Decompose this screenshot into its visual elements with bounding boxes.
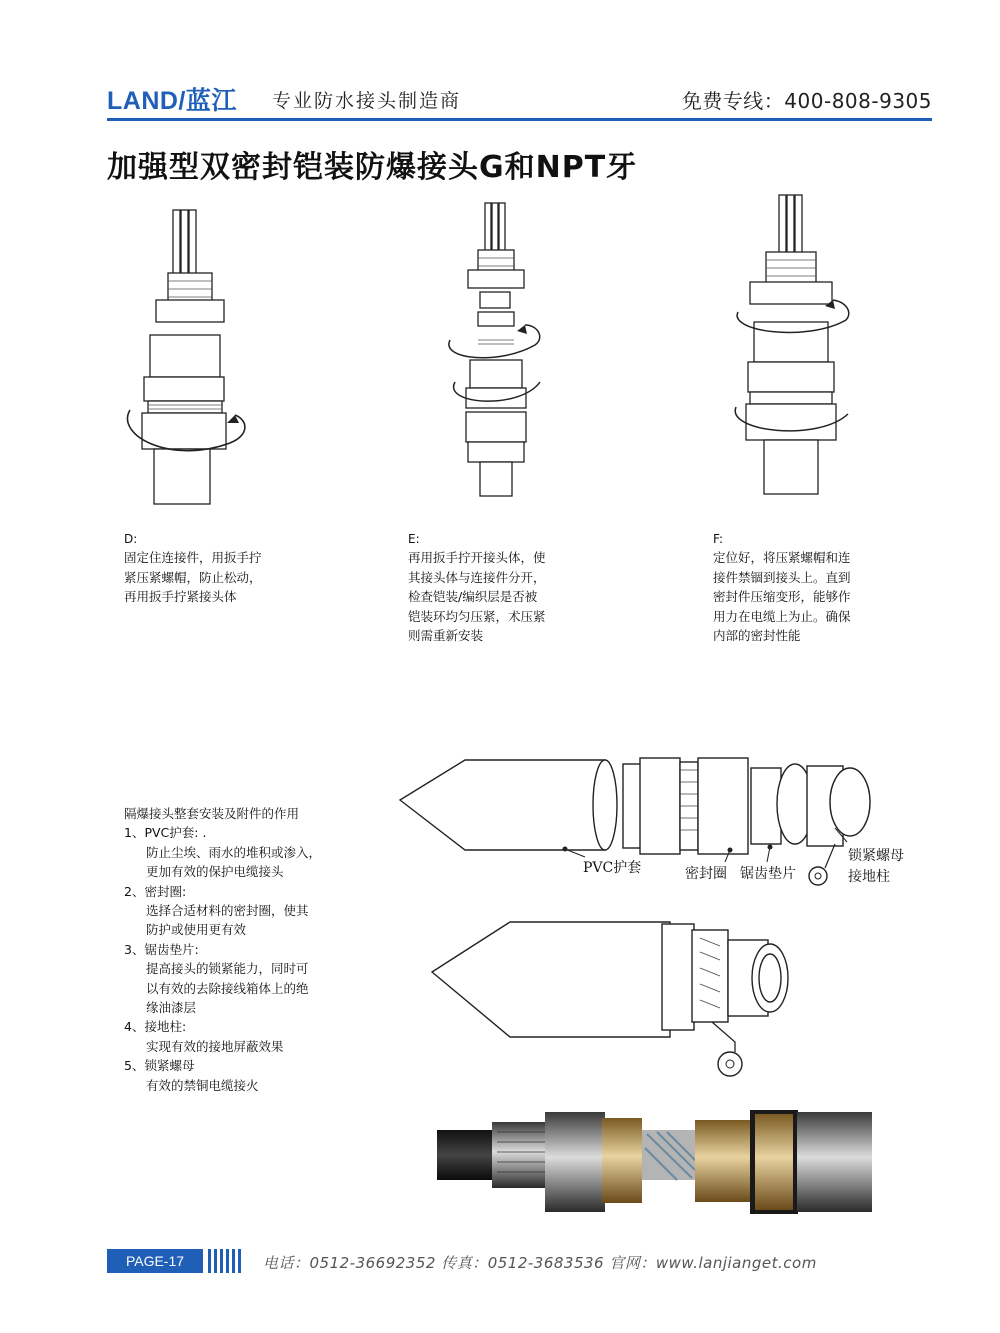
step-d-line: 固定住连接件，用扳手拧 bbox=[124, 550, 262, 565]
step-d-line: 紧压紧螺帽，防止松动， bbox=[124, 569, 262, 585]
callout-washer: 锯齿垫片 bbox=[740, 866, 796, 882]
brand-logo: LAND/蓝江 bbox=[107, 87, 237, 115]
step-e-line: 铠装环均匀压紧，术压紧 bbox=[408, 608, 546, 624]
step-f-line: 定位好，将压紧螺帽和连 bbox=[713, 550, 851, 565]
accessory-desc: 防止尘埃、雨水的堆积或渗入， bbox=[146, 844, 322, 860]
page-number: PAGE-17 bbox=[107, 1249, 203, 1273]
callout-seal: 密封圈 bbox=[685, 866, 727, 882]
accessory-title: 3、锯齿垫片: bbox=[124, 941, 199, 957]
callout-locknut: 锁紧螺母 bbox=[848, 848, 904, 864]
accessories-list bbox=[124, 804, 354, 1095]
accessory-item bbox=[124, 882, 354, 940]
accessory-desc: 更加有效的保护电缆接头 bbox=[146, 864, 284, 880]
step-e-line: 再用扳手拧开接头体，使 bbox=[408, 550, 546, 565]
step-e-text bbox=[408, 548, 598, 646]
step-d-line: 再用扳手拧紧接头体 bbox=[124, 589, 237, 604]
step-f-line: 内部的密封性能 bbox=[713, 628, 801, 643]
step-d-text bbox=[124, 548, 314, 607]
step-f-label: F: bbox=[713, 532, 724, 546]
step-f-line: 接件禁锢到接头上。直到 bbox=[713, 569, 851, 585]
accessory-item bbox=[124, 1017, 354, 1056]
accessory-desc: 选择合适材料的密封圈，使其 bbox=[146, 903, 309, 919]
decorative-bars bbox=[208, 1249, 246, 1273]
accessory-title: 4、接地柱: bbox=[124, 1019, 187, 1035]
accessory-desc: 以有效的去除接线箱体上的绝 bbox=[146, 980, 309, 996]
accessory-desc: 有效的禁铜电缆接火 bbox=[146, 1077, 259, 1093]
header-divider bbox=[107, 118, 932, 121]
step-d-label: D: bbox=[124, 532, 138, 546]
step-f-text bbox=[713, 548, 903, 646]
accessories-heading: 隔爆接头整套安装及附件的作用 bbox=[124, 806, 300, 821]
accessory-desc: 实现有效的接地屏蔽效果 bbox=[146, 1038, 284, 1054]
callout-earth: 接地柱 bbox=[848, 869, 890, 885]
accessory-desc: 防护或使用更有效 bbox=[146, 922, 247, 938]
accessory-desc: 提高接头的锁紧能力，同时可 bbox=[146, 961, 309, 977]
step-f-illustration bbox=[728, 192, 858, 497]
step-e-line: 则需重新安装 bbox=[408, 628, 484, 643]
accessory-desc: 缘油漆层 bbox=[146, 1000, 197, 1016]
accessory-item bbox=[124, 1056, 354, 1095]
exploded-assembly-diagram bbox=[395, 752, 910, 892]
hotline: 免费专线：400-808-9305 bbox=[681, 89, 932, 113]
step-d-illustration bbox=[110, 205, 260, 510]
footer-contact: 电话：0512-36692352 传真：0512-3683536 官网：www.lanjianget.com bbox=[263, 1254, 817, 1272]
product-photo bbox=[437, 1108, 885, 1224]
step-e-illustration bbox=[440, 200, 550, 500]
accessory-title: 5、锁紧螺母 bbox=[124, 1058, 195, 1074]
accessory-item bbox=[124, 940, 354, 1018]
callout-pvc: PVC护套 bbox=[583, 860, 642, 876]
step-f-line: 密封件压缩变形，能够作 bbox=[713, 589, 851, 604]
assembled-diagram bbox=[430, 912, 810, 1082]
step-e-label: E: bbox=[408, 532, 420, 546]
accessory-title: 1、PVC护套: . bbox=[124, 825, 207, 841]
page-title: 加强型双密封铠装防爆接头G和NPT牙 bbox=[107, 150, 638, 185]
accessory-title: 2、密封圈: bbox=[124, 883, 187, 899]
step-e-line: 其接头体与连接件分开， bbox=[408, 569, 546, 585]
step-f-line: 用力在电缆上为止。确保 bbox=[713, 608, 851, 624]
accessory-item bbox=[124, 823, 354, 881]
tagline: 专业防水接头制造商 bbox=[272, 90, 462, 112]
step-e-line: 检查铠装/编织层是否被 bbox=[408, 589, 538, 604]
